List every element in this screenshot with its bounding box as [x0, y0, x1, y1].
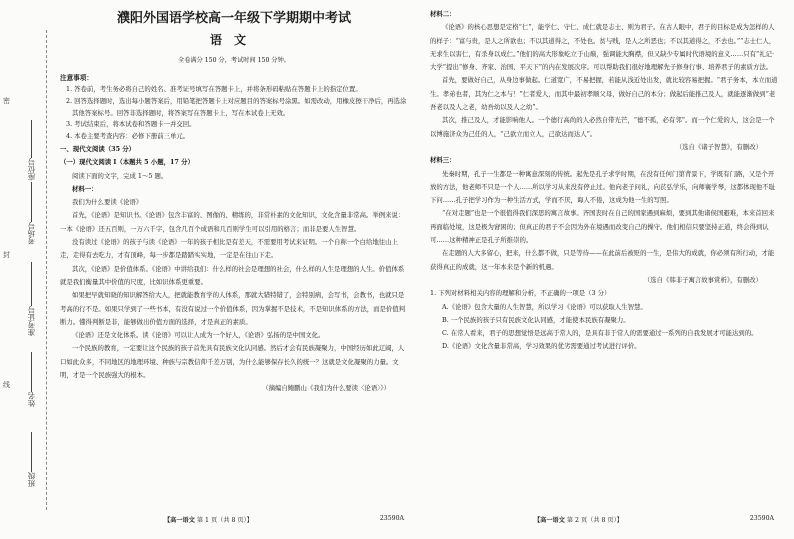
material-label: 材料一：	[72, 184, 98, 193]
footer-page: 第 1 页（共 8 页）】	[196, 517, 253, 524]
footer-code: 23590A	[379, 515, 404, 522]
reading-instruction: 阅读下面的文字，完成 1～5 题。	[72, 171, 168, 180]
right-page	[430, 8, 780, 354]
notice-rule: 1. 答卷前，考生务必将自己的姓名、准考证号填写在答题卡上，并将条形码粘贴在答题卡上的指定位置。	[66, 85, 362, 93]
material-label: 材料三：	[430, 156, 456, 165]
footer-subject: 【高一语文	[534, 517, 565, 524]
seat-fill-line	[31, 120, 32, 158]
admission-label: 准考证号	[27, 306, 36, 336]
material-paragraph: 一个民族的教育，一定要让这个民族的孩子首先具有民族文化认同感。然后才会有民族凝聚力，中国经历如此辽阔，人口如此众多，不同地区的地理环境、种族与宗教信仰千差万别，为什么能够保存长久的统一？这就是文化凝聚的力量。文明，才是一个民族强大的根本。	[60, 344, 405, 380]
subject-title: 语文	[209, 33, 258, 47]
section-heading: 一、现代文阅读（35 分）	[60, 144, 136, 153]
material-paragraph: 如果把早就知晓的知识解答给大人，把就能教育学的人体系，那就大错特错了，会特别病，会写书，会教书，也就只是考高的行不是。如果只学到了一些书本，有没有说过一个价值体系，因为掌握不是技术，不是知识体系的方法，而是价值判断力。懂得判断是非，能够做出价值方面的选择，才是真正的素质。	[60, 291, 406, 326]
name-label: 姓名	[27, 392, 36, 407]
material-source: （选自《诸子智慧》，有删改）	[675, 142, 762, 151]
footer-code: 23590A	[749, 515, 774, 522]
seal-mark-bottom: 线	[3, 381, 10, 389]
exam-room-field	[26, 182, 37, 245]
seat-label: 座位号	[27, 158, 36, 181]
admission-field	[26, 262, 37, 336]
material-source: （摘编自鲍鹏山《我们为什么要读〈论语〉》）	[262, 384, 390, 393]
material-label: 材料二：	[430, 10, 456, 18]
exam-meta: 全卷满分 150 分，考试时间 150 分钟。	[178, 57, 290, 64]
answer-option: C. 在常人看来，君子的思想觉悟是远高于常人的，是具有非于常人的需要通过一系列的自我发展才可能达到的。	[442, 329, 758, 338]
class-fill-line	[31, 432, 32, 472]
name-field	[26, 352, 37, 407]
seat-field	[26, 120, 37, 181]
material-source: （选自《韩非子寓言故事赏析》，有删改）	[643, 275, 762, 284]
answer-option: D.《论语》文化含量非常高，学习效果的优劣需要通过考试进行评价。	[442, 342, 641, 351]
footer-subject: 【高一语文	[164, 517, 195, 524]
name-fill-line	[31, 352, 32, 392]
notice-heading: 注意事项：	[60, 74, 93, 82]
material-paragraph: 首先，要做好自己，从身边事做起。仁道宽广，不易把握，若能从浅近处出发，就比较容易把握。“君子务本，本立而道生。孝弟也者，其为仁之本与！”仁者爱人，而其中最初孝顺父母，做好自己的本分；做起后能推己及人，就能逐渐做到“老吾老以及人之老，幼吾幼以及人之幼”。	[430, 76, 778, 112]
left-page	[60, 8, 408, 396]
exam-title: 濮阳外国语学校高一年级下学期期中考试	[116, 11, 351, 26]
material-paragraph: 在走题的人大多留心，把来，什么都不做，只是等待——在此前后被贬的一生，是伟大的成就，你必须有所行动，才能获得真正的成就，这一年本来是个新的机遇。	[430, 249, 775, 271]
notice-rule: 3. 考试结束后，将本试卷和答题卡一并交回。	[66, 120, 196, 129]
question-stem: 1. 下列对材料相关内容的理解和分析，不正确的一项是（3 分）	[430, 289, 611, 298]
material-paragraph: 其次，推己及人，才能影响他人。一个德行高尚的人必然自带光芒，“德不孤，必有邻”。而一个仁爱的人，这会是一个以博施济众为己任的人，“己欲立而立人，己欲达而达人”。	[430, 116, 775, 138]
seal-cut-line	[46, 30, 47, 510]
seal-mark-top: 密	[3, 97, 10, 105]
answer-option: B. 一个民族的孩子只有民族文化认同感，才能使本民族有凝聚力。	[442, 315, 630, 324]
notice-rule: 4. 本卷主要考查内容：必修下册前三单元。	[66, 132, 190, 141]
exam-room-label: 考场号	[27, 222, 36, 245]
binding-strip	[0, 0, 52, 539]
material-paragraph: 没有读过《论语》的孩子与读《论语》一年的孩子相比是有差天，不需要用考试来证明。一个自称一个白给地往山上走，走得有去吃力，才有顶峰，每一步都是踏踏实实地，一定是在往山下走。	[60, 238, 398, 260]
seal-mark-mid: 封	[3, 251, 10, 259]
right-footer	[434, 515, 774, 524]
class-field	[26, 432, 37, 487]
class-label: 班级	[27, 472, 36, 487]
subsection-heading: （一）现代文阅读 I（本题共 5 小题，17 分）	[60, 158, 194, 167]
material-paragraph: 首先，《论语》是知识书。《论语》包含丰富的、图像的、精练的，非常朴素的文化知识，文化含量非常高。举例来说：一本《论语》还五百则，一万六千字，包含几百个成语和几百则学生可以引用的格言；而非是要人生智慧。	[60, 211, 405, 233]
notice-rule: 2. 回答选择题时，选出每小题答案后，用铅笔把答题卡上对应题目的答案标号涂黑。如需改动，用橡皮擦干净后，再选涂其他答案标号。回答非选择题时，将答案写在答题卡上，写在本试卷上无效。	[66, 96, 407, 117]
material-paragraph: 《论语》的核心思想是定格“仁”，能学仁、守仁、成仁就是志士、则为君子。在古人眼中，君子的目标是成为怎样的人的样子：“富与贵，是人之所欲也；不以其道得之，不处也。贫与贱，是人之所恶也；不以其道得之，不去也。”“志士仁人，无求生以害仁，有杀身以成仁。”他们的高大形象屹立于山巅，强调能大胸襟，但又缺少专属时代语境的意义……只有“礼记·大学”提出“修身、齐家、治国、平天下”的内在发展次序。可以帮助我们很好地理解先子修身行事、培养君子的素质方法。	[430, 23, 776, 72]
material-paragraph: 其次，《论语》是价值体系。《论语》中讲给我们：什么样的社会是理想的社会，什么样的人生是理想的人生。价值体系就是我们衡量其中价值的尺度，比如识体系更重要。	[60, 264, 405, 286]
exam-room-fill-line	[31, 182, 32, 222]
answer-option: A.《论语》包含大量的人生智慧，所以学习《论语》可以获取人生智慧。	[442, 302, 647, 311]
material-paragraph: 《论语》还是文化体系。读《论语》可以让人成为一个好人，《论语》弘扬的是中国文化。	[72, 331, 325, 340]
footer-page: 第 2 页（共 8 页）】	[566, 517, 623, 524]
material-paragraph: “在对走题”也是一个很值得我们深思的寓言故事。齐国丧时在自己的国家遇到麻烦，要到其他诸侯国避难，本来首回来再面临处境，这是极为窘困的；但真正的君子不会因为外在境遇而改变自己的操守。他们相信只要坚持正道，终会得到认可……这种精神正是孔子所推崇的。	[430, 209, 775, 245]
admission-fill-line	[31, 262, 32, 306]
material-title: 我们为什么要读《论语》	[72, 198, 143, 207]
left-footer	[64, 515, 404, 524]
material-paragraph: 先秦时期，孔子一生都是一种寓意深刻的传统。起先是孔子求学时期，在没有任何门第背景下，学既有门路，又是个开放的方法，他老师不只是一个人……所以学习从来没有停止过。他向老子问礼，向苌弘学乐，向师襄学琴，这都体现他不耻下问……孔子把学习作为一种生活方式，学而不厌，诲人不倦，这成为他一生的写照。	[430, 169, 776, 205]
